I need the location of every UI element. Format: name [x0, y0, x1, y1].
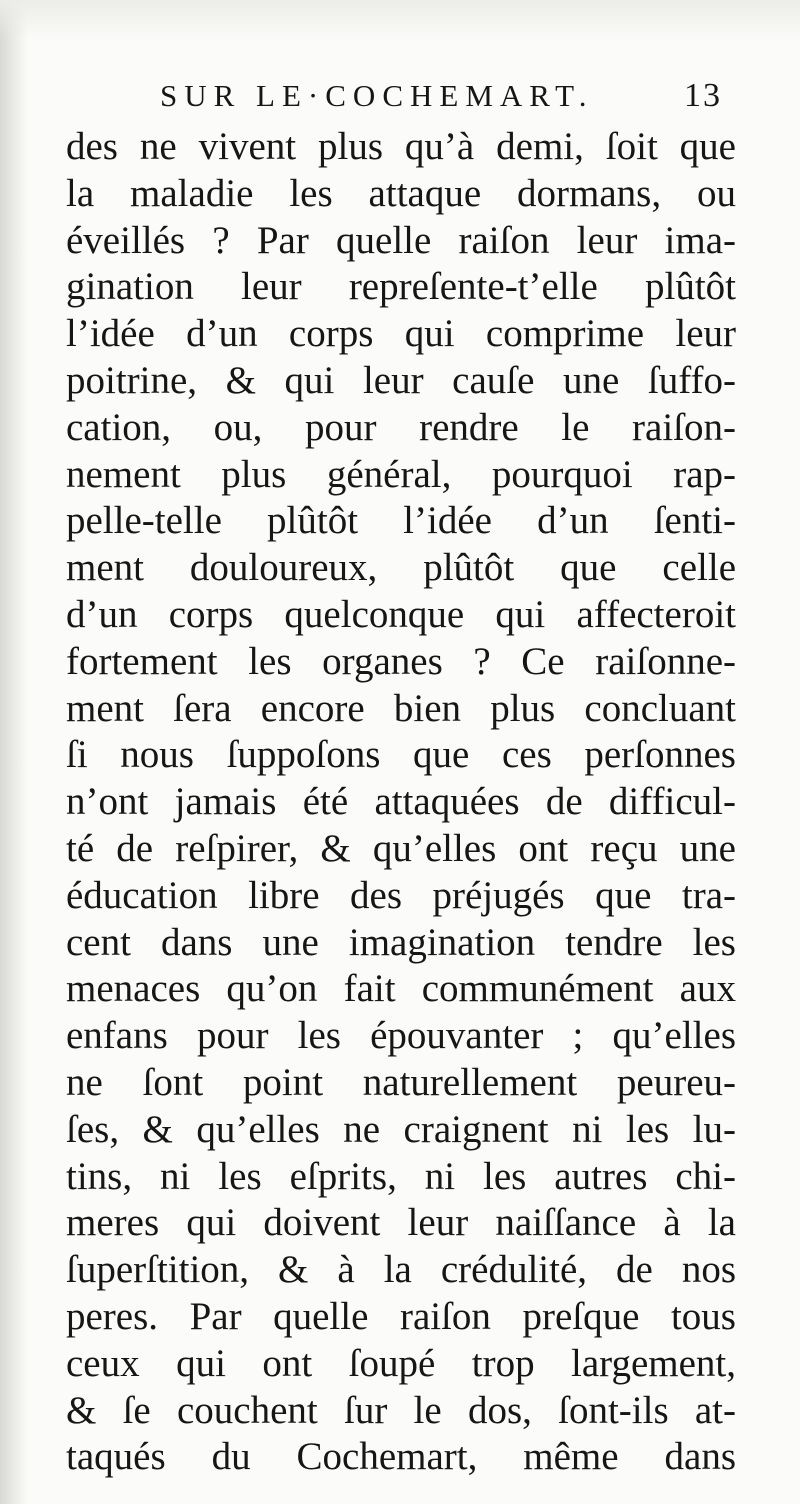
page-number: 13 — [684, 77, 722, 114]
text-line: enfans pour les épouvanter ; qu’elles — [66, 1014, 736, 1058]
text-line: ceux qui ont ſoupé trop largement, — [66, 1341, 736, 1385]
text-line: peres. Par quelle raiſon preſque tous — [66, 1294, 736, 1338]
text-line: pelle-telle plûtôt l’idée d’un ſenti- — [66, 499, 736, 543]
text-line: ſuperſtition, & à la crédulité, de nos — [66, 1248, 736, 1292]
text-line: fortement les organes ? Ce raiſonne- — [66, 639, 736, 683]
text-line: meres qui doivent leur naiſſance à la — [66, 1201, 736, 1245]
text-line: la maladie les attaque dormans, ou — [66, 171, 736, 215]
text-line: tins, ni les eſprits, ni les autres chi- — [66, 1154, 736, 1198]
text-line: cent dans une imagination tendre les — [66, 920, 736, 964]
text-line: nement plus général, pourquoi rap- — [66, 452, 736, 496]
text-line: & ſe couchent ſur le dos, ſont-ils at- — [66, 1388, 736, 1432]
text-line: éducation libre des préjugés que tra- — [66, 873, 736, 917]
text-line: des ne vivent plus qu’à demi, ſoit que — [66, 125, 736, 168]
text-line: cation, ou, pour rendre le raiſon- — [66, 405, 736, 449]
text-line: gination leur repreſente-t’elle plûtôt — [66, 265, 736, 309]
text-line: ment ſera encore bien plus concluant — [66, 686, 736, 730]
scan-top-shadow — [0, 0, 800, 40]
text-line: menaces qu’on fait communément aux — [66, 967, 736, 1011]
text-line: taqués du Cochemart, même dans — [66, 1435, 736, 1479]
text-line: l’idée d’un corps qui comprime leur — [66, 312, 736, 356]
text-line: té de reſpirer, & qu’elles ont reçu une — [66, 826, 736, 870]
text-line: poitrine, & qui leur cauſe une ſuffo- — [66, 358, 736, 402]
text-line: ſi nous ſuppoſons que ces perſonnes — [66, 733, 736, 777]
text-line: ſes, & qu’elles ne craignent ni les lu- — [66, 1107, 736, 1151]
text-line: d’un corps quelconque qui affecteroit — [66, 592, 736, 636]
body-text — [66, 124, 736, 1481]
text-line: n’ont jamais été attaquées de difficul- — [66, 780, 736, 824]
text-line: éveillés ? Par quelle raiſon leur ima- — [66, 218, 736, 262]
text-line: ne ſont point naturellement peureu- — [66, 1060, 736, 1104]
scan-edge-shadow — [0, 0, 28, 1504]
text-line: ment douloureux, plûtôt que celle — [66, 546, 736, 590]
running-title: SUR LE·COCHEMART. — [160, 78, 594, 113]
